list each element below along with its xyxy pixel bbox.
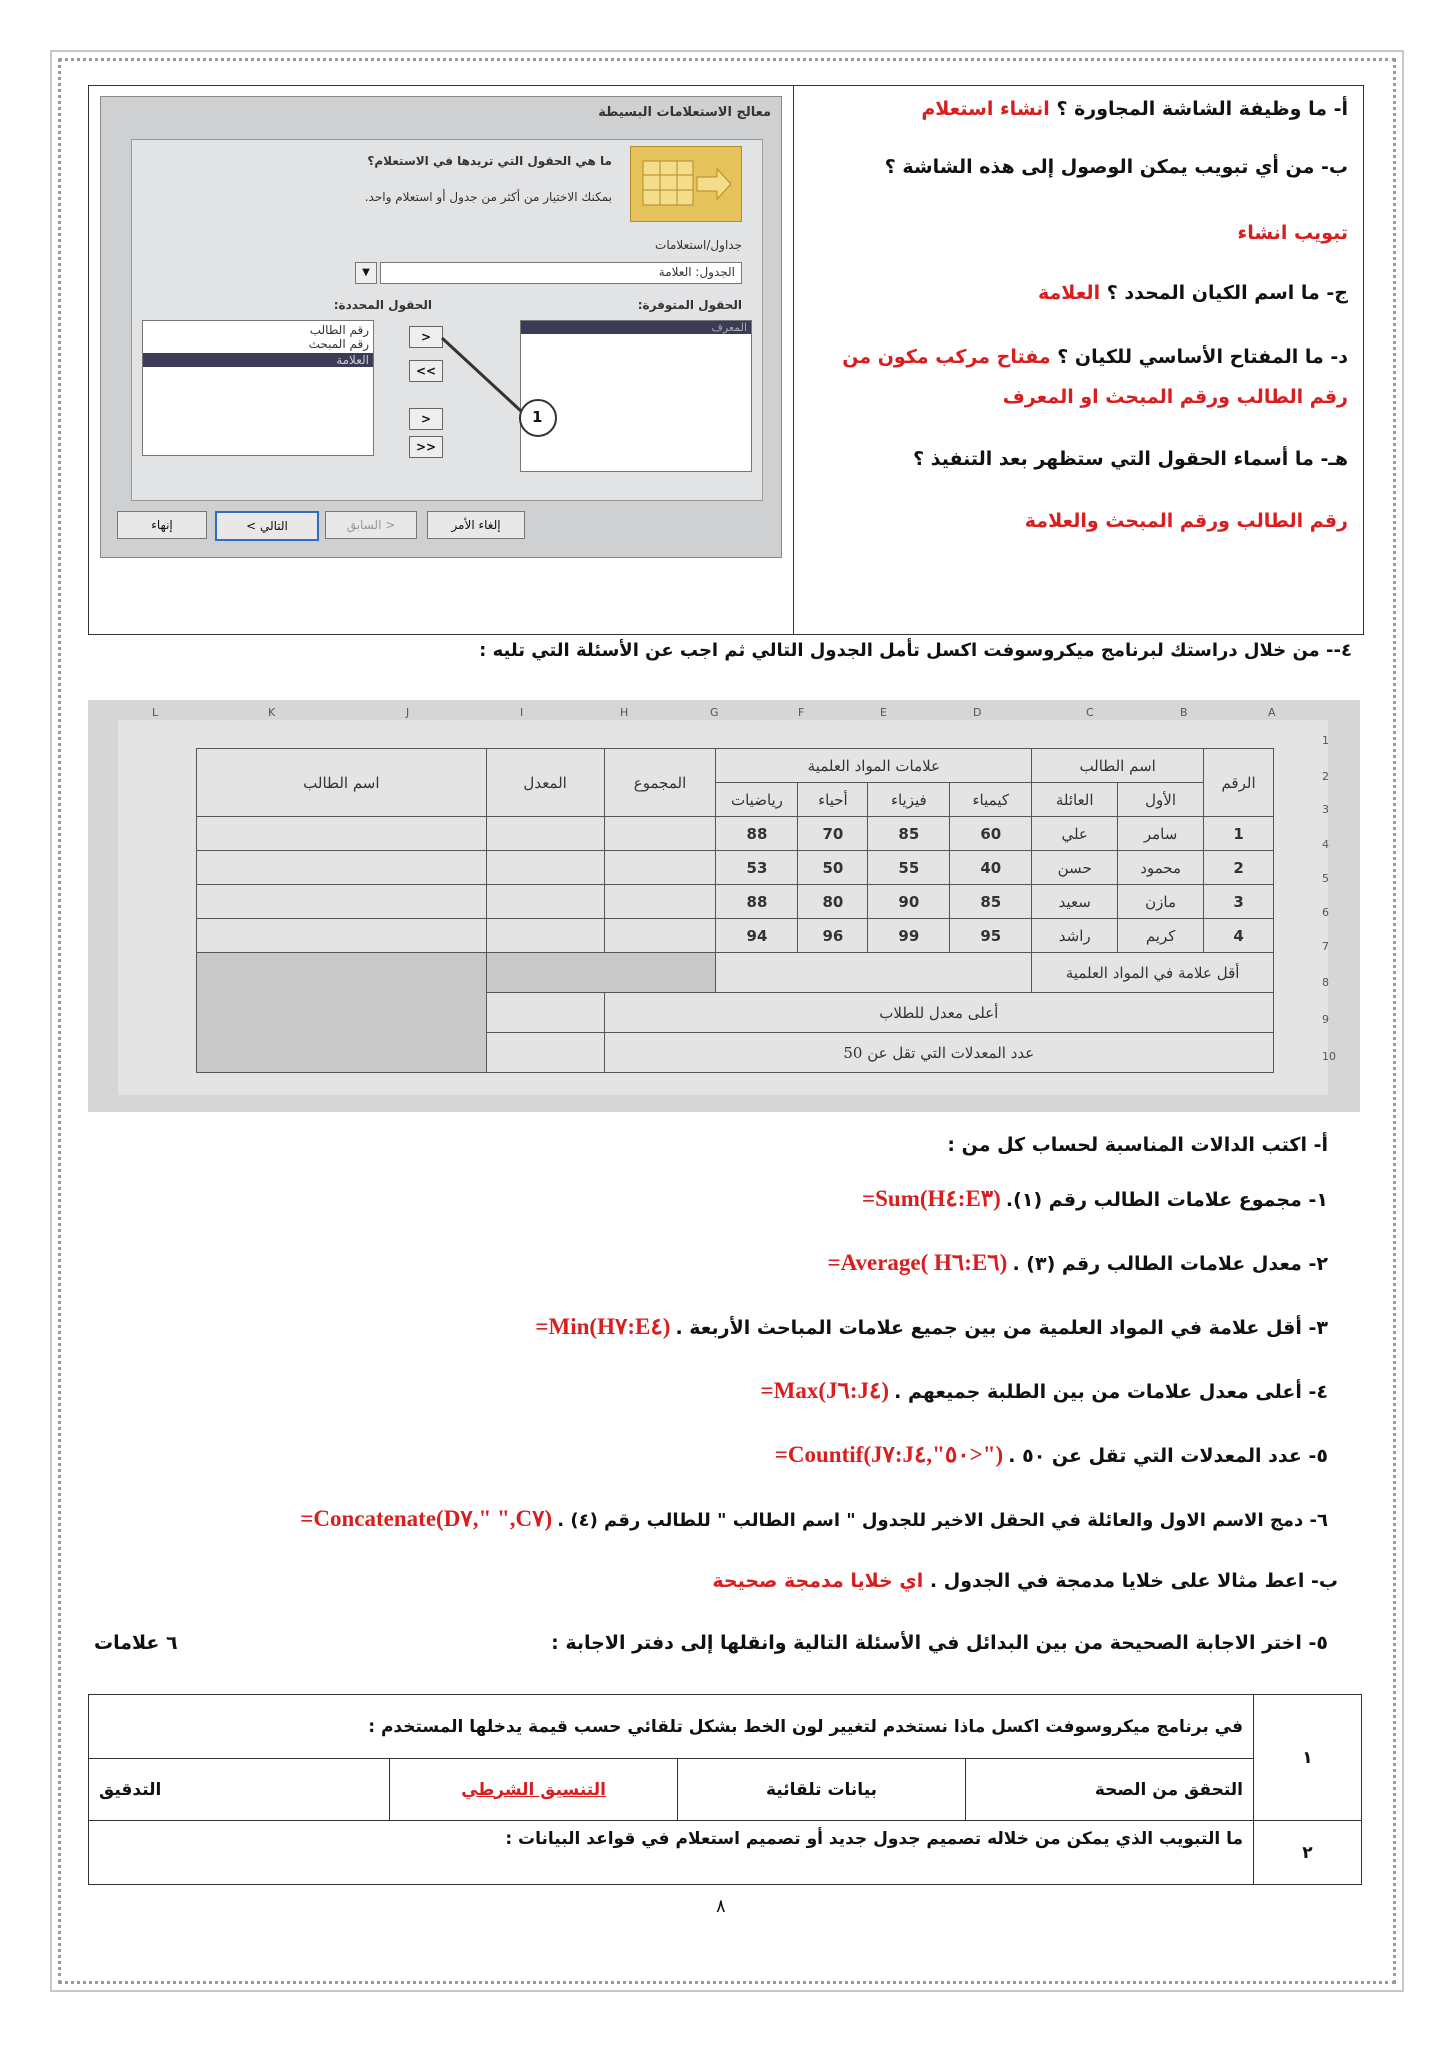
answer-c: العلامة: [1038, 282, 1101, 304]
formula-item-1: ١- مجموع علامات الطالب رقم (١). (E٣:H٤)Sum=: [862, 1186, 1328, 1211]
question-a: أ- ما وظيفة الشاشة المجاورة ؟ انشاء استعلام: [921, 98, 1348, 120]
cell: 99: [868, 919, 950, 953]
cell: [197, 851, 487, 885]
table-row: [197, 885, 1274, 919]
answer-e: رقم الطالب ورقم المبحث والعلامة: [1024, 510, 1348, 532]
back-button[interactable]: < السابق: [325, 511, 417, 539]
col-header: G: [710, 706, 719, 719]
cell: 70: [798, 817, 868, 851]
cell: 88: [716, 817, 798, 851]
row-header: 4: [1322, 838, 1329, 851]
question-e: هـ- ما أسماء الحقول التي ستظهر بعد التنفيذ ؟: [913, 448, 1348, 470]
cell: كريم: [1118, 919, 1204, 953]
cell: سامر: [1118, 817, 1204, 851]
add-field-button-2[interactable]: >: [409, 408, 443, 430]
count-label: عدد المعدلات التي تقل عن 50: [604, 1033, 1273, 1073]
cell: [486, 1033, 604, 1073]
cell: [604, 919, 716, 953]
cell: 60: [950, 817, 1032, 851]
header-name: اسم الطالب: [1032, 749, 1204, 783]
cell: [486, 953, 716, 993]
answer-d-cont: رقم الطالب ورقم المبحث او المعرف: [1002, 386, 1348, 408]
header-subject: كيمياء: [950, 783, 1032, 817]
callout-pointer: [432, 330, 582, 440]
cell: محمود: [1118, 851, 1204, 885]
question-b: ب- من أي تبويب يمكن الوصول إلى هذه الشاشة ؟: [884, 156, 1348, 178]
cell: [604, 817, 716, 851]
cell: [604, 851, 716, 885]
cancel-button[interactable]: إلغاء الأمر: [427, 511, 525, 539]
spreadsheet-image: [88, 700, 1360, 1112]
table-row: [89, 1759, 1362, 1821]
cell: 4: [1204, 919, 1274, 953]
column-divider: [793, 86, 794, 634]
col-header: A: [1268, 706, 1276, 719]
table-row: [197, 919, 1274, 953]
cell: 90: [868, 885, 950, 919]
cell: 95: [950, 919, 1032, 953]
part-a-title: أ- اكتب الدالات المناسبة لحساب كل من :: [947, 1134, 1328, 1156]
table-row: [197, 817, 1274, 851]
wizard-image: [630, 146, 742, 222]
row-header: 8: [1322, 976, 1329, 989]
formula-answer: (E٣:H٤)Sum=: [862, 1186, 1001, 1211]
row-header: 6: [1322, 906, 1329, 919]
answer-b: تبويب انشاء: [1237, 222, 1348, 244]
row-header: 3: [1322, 803, 1329, 816]
table-row: [197, 953, 1274, 993]
formula-item-6: ٦- دمج الاسم الاول والعائلة في الحقل الاخير للجدول " اسم الطالب " للطالب رقم (٤) . (C٧," ",D٧)Concatenate=: [300, 1506, 1328, 1531]
formula-item-5: ٥- عدد المعدلات التي تقل عن ٥٠ . ("<٥٠",J٤:J٧)Countif=: [774, 1442, 1328, 1467]
add-field-button[interactable]: >: [409, 326, 443, 348]
col-header: D: [973, 706, 982, 719]
cell: 88: [716, 885, 798, 919]
col-header: L: [152, 706, 159, 719]
mc-number: ٢: [1254, 1821, 1362, 1885]
cell: 55: [868, 851, 950, 885]
mc-option: بيانات تلقائية: [678, 1759, 966, 1821]
selected-fields-list[interactable]: [142, 320, 374, 456]
col-header: E: [880, 706, 887, 719]
formula-item-3: ٣- أقل علامة في المواد العلمية من بين جميع علامات المباحث الأربعة . (E٤:H٧)Min=: [535, 1314, 1328, 1339]
cell: مازن: [1118, 885, 1204, 919]
max-label: أعلى معدل للطلاب: [604, 993, 1273, 1033]
cell: [486, 851, 604, 885]
col-header: H: [620, 706, 629, 719]
col-header: C: [1086, 706, 1094, 719]
formula-item-2: ٢- معدل علامات الطالب رقم (٣) . (E٦:H٦ )Average=: [827, 1250, 1328, 1275]
cell: 85: [950, 885, 1032, 919]
mc-question: ما التبويب الذي يمكن من خلاله تصميم جدول جديد أو تصميم استعلام في قواعد البيانات :: [89, 1821, 1254, 1885]
cell: [486, 885, 604, 919]
cell: [197, 885, 487, 919]
header-fullname: اسم الطالب: [197, 749, 487, 817]
cell: [197, 953, 487, 1073]
cell: [197, 817, 487, 851]
remove-all-fields-button[interactable]: <<: [409, 360, 443, 382]
cell: 50: [798, 851, 868, 885]
formula-answer: ("<٥٠",J٤:J٧)Countif=: [774, 1442, 1004, 1467]
mc-option: التدقيق: [89, 1759, 390, 1821]
selected-highlight: [143, 353, 373, 367]
selected-field-item[interactable]: رقم الطالب: [309, 323, 369, 337]
callout-number: 1: [532, 408, 543, 426]
selected-field-item[interactable]: رقم المبحث: [308, 337, 369, 351]
dialog-hint: بمكنك الاختيار من أكثر من جدول أو استعلام واحد.: [364, 190, 612, 204]
dialog-title: معالج الاستعلامات البسيطة: [598, 105, 771, 120]
row-header: 10: [1322, 1050, 1336, 1063]
wizard-grid-icon: [631, 147, 741, 221]
row-header: 7: [1322, 940, 1329, 953]
header-average: المعدل: [486, 749, 604, 817]
header-subject: فيزياء: [868, 783, 950, 817]
row-header: 5: [1322, 872, 1329, 885]
part-b: ب- اعط مثالا على خلايا مدمجة في الجدول . اي خلايا مدمجة صحيحة: [712, 1570, 1338, 1592]
header-family: العائلة: [1032, 783, 1118, 817]
mc-question: في برنامج ميكروسوفت اكسل ماذا نستخدم لتغيير لون الخط بشكل تلقائي حسب قيمة يدخلها المستخدم :: [89, 1695, 1254, 1759]
cell: 53: [716, 851, 798, 885]
available-label: الحقول المتوفرة:: [637, 298, 742, 312]
add-all-fields-button[interactable]: >>: [409, 436, 443, 458]
cell: راشد: [1032, 919, 1118, 953]
question-d: د- ما المفتاح الأساسي للكيان ؟ مفتاح مركب مكون من: [842, 346, 1348, 368]
cell: 94: [716, 919, 798, 953]
formula-answer: (E٤:H٧)Min=: [535, 1314, 671, 1339]
col-header: B: [1180, 706, 1188, 719]
col-header: F: [798, 706, 805, 719]
header-subject: أحياء: [798, 783, 868, 817]
page-number: ٨: [716, 1896, 726, 1917]
tables-label: جداول/استعلامات: [655, 238, 742, 252]
header-marks: علامات المواد العلمية: [716, 749, 1032, 783]
mc-option-correct: التنسيق الشرطي: [390, 1759, 678, 1821]
formula-answer: (C٧," ",D٧)Concatenate=: [300, 1506, 553, 1531]
formula-answer: (E٦:H٦ )Average=: [827, 1250, 1008, 1275]
available-field-item[interactable]: المعرف: [521, 321, 751, 334]
answer-d: مفتاح مركب مكون من: [842, 346, 1051, 368]
answer-a: انشاء استعلام: [921, 98, 1050, 120]
cell: 3: [1204, 885, 1274, 919]
table-row: [197, 851, 1274, 885]
dialog-question: ما هي الحقول التي تريدها في الاستعلام؟: [367, 154, 612, 168]
header-first: الأول: [1118, 783, 1204, 817]
q5-intro: ٥- اختر الاجابة الصحيحة من بين البدائل في الأسئلة التالية وانقلها إلى دفتر الاجابة :: [551, 1632, 1328, 1654]
cell: [716, 953, 1032, 993]
chevron-down-icon[interactable]: ▼: [355, 262, 377, 284]
question-c: ج- ما اسم الكيان المحدد ؟ العلامة: [1038, 282, 1348, 304]
finish-button[interactable]: إنهاء: [117, 511, 207, 539]
table-row: [89, 1695, 1362, 1759]
cell: 40: [950, 851, 1032, 885]
header-number: الرقم: [1204, 749, 1274, 817]
col-header: K: [268, 706, 276, 719]
min-label: أقل علامة في المواد العلمية: [1032, 953, 1274, 993]
cell: 80: [798, 885, 868, 919]
cell: 96: [798, 919, 868, 953]
selected-label: الحقول المحددة:: [333, 298, 432, 312]
q4-intro: ٤-- من خلال دراستك لبرنامج ميكروسوفت اكسل تأمل الجدول التالي ثم اجب عن الأسئلة التي تليه :: [479, 640, 1352, 661]
cell: [486, 817, 604, 851]
mc-number: ١: [1254, 1695, 1362, 1821]
cell: علي: [1032, 817, 1118, 851]
col-header: J: [406, 706, 410, 719]
row-header: 1: [1322, 734, 1329, 747]
cell: 2: [1204, 851, 1274, 885]
formula-item-4: ٤- أعلى معدل علامات من بين الطلبة جميعهم . (J٤:J٦)Max=: [760, 1378, 1328, 1403]
cell: 85: [868, 817, 950, 851]
selected-field-item[interactable]: العلامة: [336, 353, 369, 367]
marks-table: [196, 748, 1274, 1073]
part-b-answer: اي خلايا مدمجة صحيحة: [712, 1570, 924, 1592]
mc-option: التحقق من الصحة: [966, 1759, 1254, 1821]
dialog-panel: [131, 139, 763, 501]
cell: حسن: [1032, 851, 1118, 885]
formula-answer: (J٤:J٦)Max=: [760, 1378, 890, 1403]
q5-marks: ٦ علامات: [94, 1632, 178, 1654]
row-header: 2: [1322, 770, 1329, 783]
table-row: [89, 1821, 1362, 1885]
table-select[interactable]: [362, 262, 742, 284]
table-select-value: الجدول: العلامة: [658, 265, 735, 279]
cell: [486, 993, 604, 1033]
row-header: 9: [1322, 1013, 1329, 1026]
header-subject: رياضيات: [716, 783, 798, 817]
cell: [197, 919, 487, 953]
header-sum: المجموع: [604, 749, 716, 817]
cell: 1: [1204, 817, 1274, 851]
next-button[interactable]: التالي >: [215, 511, 319, 541]
query-wizard-dialog: [100, 96, 782, 558]
cell: [604, 885, 716, 919]
mc-table: [88, 1694, 1362, 1885]
cell: سعيد: [1032, 885, 1118, 919]
cell: [486, 919, 604, 953]
col-header: I: [520, 706, 524, 719]
